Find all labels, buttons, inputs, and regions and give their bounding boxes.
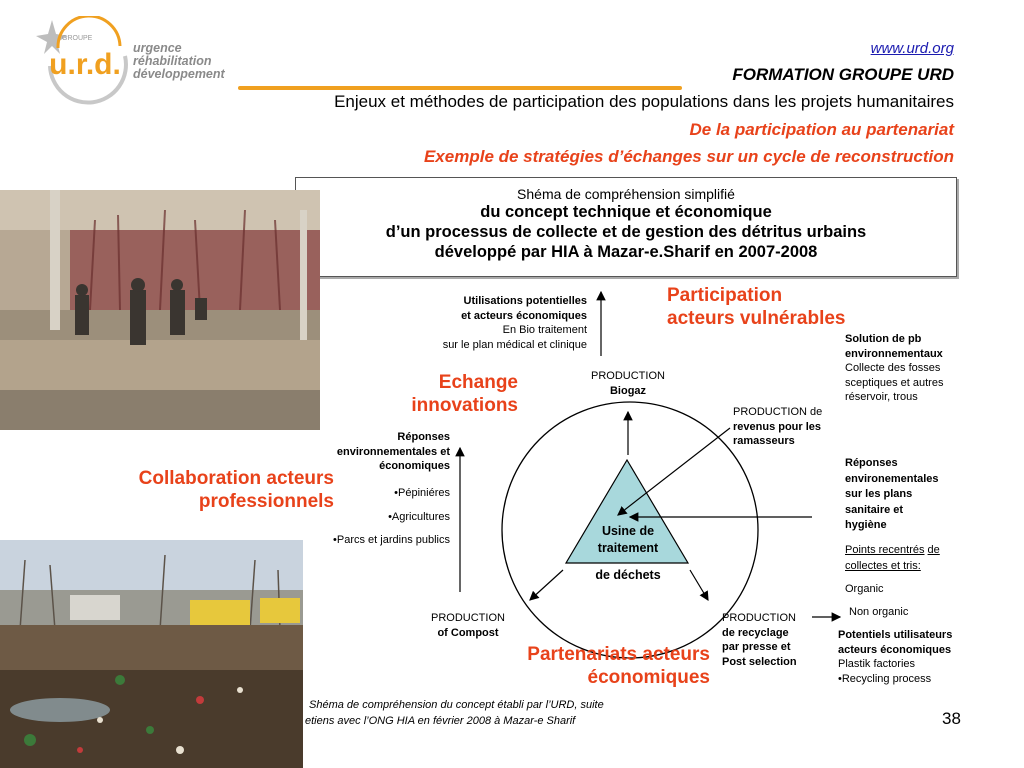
logo-line-rehabilitation: réhabilitation: [133, 54, 212, 68]
svg-text:u.r.d.: u.r.d.: [49, 48, 121, 81]
node-solution: [845, 332, 943, 405]
points-collectes-text: collectes et tris:: [845, 560, 921, 572]
header-url-link[interactable]: www.urd.org: [870, 40, 954, 57]
points-de-text: de: [927, 544, 940, 556]
node-utilisations-line-4: sur le plan médical et clinique: [442, 338, 587, 351]
arrow-to-recyclage: [690, 570, 708, 600]
node-prod-revenus: [733, 405, 822, 449]
node-usine: [580, 523, 676, 557]
node-prod-biogaz-line-2: Biogaz: [609, 384, 647, 397]
label-partenariats: [527, 643, 710, 689]
item-parcs: •Parcs et jardins publics: [333, 534, 450, 546]
node-prod-revenus-line-3: ramasseurs: [733, 435, 795, 447]
label-participation-line-1: Participation: [667, 285, 783, 306]
header-enjeux: Enjeux et méthodes de participation des populations dans les projets humanitaires: [334, 92, 954, 111]
header-subtitle-strategies: Exemple de stratégies d’échanges sur un cycle de reconstruction: [423, 147, 954, 166]
node-prod-recyclage-line-2: de recyclage: [722, 626, 789, 639]
node-prod-recyclage: [722, 611, 797, 669]
node-usine-line-1: Usine de: [601, 524, 655, 538]
logo-line-urgence: urgence: [133, 41, 182, 55]
node-prod-revenus-line-1: PRODUCTION de: [733, 406, 823, 418]
node-potentiels-line-4: •Recycling process: [838, 672, 932, 685]
node-reponses-right-line-1: Réponses: [845, 457, 898, 469]
node-potentiels-line-1: Potentiels utilisateurs: [838, 629, 953, 641]
node-reponses-right-line-2: environementales: [845, 472, 939, 485]
label-echange-line-1: Echange: [438, 372, 518, 393]
node-reponses-right-line-4: sanitaire et: [845, 503, 904, 516]
node-prod-biogaz-line-1: PRODUCTION: [591, 370, 665, 382]
node-utilisations-line-3: En Bio traitement: [502, 324, 587, 336]
node-prod-compost: [418, 611, 518, 640]
item-non-organic: Non organic: [849, 606, 909, 618]
header-formation: FORMATION GROUPE URD: [732, 65, 954, 84]
node-potentiels: [838, 628, 952, 686]
svg-text:GROUPE: GROUPE: [62, 35, 93, 42]
node-prod-revenus-line-2: revenus pour les: [733, 420, 822, 433]
label-collaboration: [139, 467, 334, 513]
item-organic: Organic: [845, 583, 884, 595]
logo-line-developpement: développement: [133, 67, 225, 81]
node-usine-line-2: traitement: [597, 541, 659, 555]
node-reponses-left-line-3: économiques: [379, 460, 450, 472]
label-participation-line-2: acteurs vulnérables: [667, 308, 846, 329]
node-potentiels-line-2: acteurs économiques: [838, 643, 952, 656]
label-collaboration-line-2: professionnels: [198, 491, 334, 512]
label-collaboration-line-1: Collaboration acteurs: [138, 468, 334, 489]
title-box-line-4: développé par HIA à Mazar-e.Sharif en 2007-2008: [434, 243, 818, 261]
label-partenariats-line-1: Partenariats acteurs: [527, 644, 710, 665]
node-prod-compost-line-2: of Compost: [437, 626, 499, 639]
node-utilisations-line-2: et acteurs économiques: [461, 309, 587, 322]
page-number: 38: [942, 709, 961, 728]
node-reponses-right-line-3: sur les plans: [845, 488, 913, 500]
node-reponses-left: [337, 430, 450, 474]
item-agricultures: •Agricultures: [388, 511, 450, 523]
node-dechets: de déchets: [595, 568, 661, 582]
title-box-line-2: du concept technique et économique: [480, 203, 772, 221]
header-subtitle-participation: De la participation au partenariat: [689, 120, 954, 139]
points-recentres-text: Points recentrés: [845, 544, 925, 556]
node-solution-line-2: environnementaux: [845, 347, 943, 360]
node-utilisations-line-1: Utilisations potentielles: [463, 295, 587, 307]
node-prod-recyclage-line-3: par presse et: [722, 641, 791, 653]
label-participation: [667, 284, 845, 330]
node-utilisations: [443, 294, 587, 352]
node-solution-line-5: réservoir, trous: [845, 391, 918, 403]
item-pepinieres: •Pépiniéres: [394, 487, 450, 499]
footnote-line-1: Shéma de compréhension du concept établi par l’URD, suite: [309, 699, 604, 711]
footnote: [305, 697, 604, 729]
label-partenariats-line-2: économiques: [587, 667, 710, 688]
node-points-recentres: [845, 542, 940, 574]
label-echange: [411, 371, 518, 417]
node-prod-biogaz: [578, 369, 678, 398]
node-reponses-right-line-5: hygiène: [845, 519, 887, 531]
node-reponses-left-line-2: environnementales et: [336, 445, 450, 458]
node-prod-recyclage-line-4: Post selection: [722, 655, 797, 668]
node-reponses-left-line-1: Réponses: [397, 431, 450, 443]
arrow-from-revenus: [618, 428, 730, 515]
label-echange-line-2: innovations: [411, 395, 518, 416]
node-solution-line-3: Collecte des fosses: [845, 362, 941, 374]
footnote-line-2: etiens avec l’ONG HIA en février 2008 à Mazar-e Sharif: [305, 715, 576, 727]
node-prod-compost-line-1: PRODUCTION: [431, 612, 505, 624]
node-reponses-right: [845, 456, 939, 534]
node-prod-recyclage-line-1: PRODUCTION: [722, 612, 796, 624]
arrow-to-compost: [530, 570, 563, 600]
title-box-line-1: Shéma de compréhension simplifié: [517, 186, 735, 202]
node-solution-line-1: Solution de pb: [845, 333, 922, 345]
node-potentiels-line-3: Plastik factories: [838, 658, 916, 670]
title-box-line-3: d’un processus de collecte et de gestion des détritus urbains: [385, 223, 867, 241]
node-solution-line-4: sceptiques et autres: [845, 376, 944, 389]
